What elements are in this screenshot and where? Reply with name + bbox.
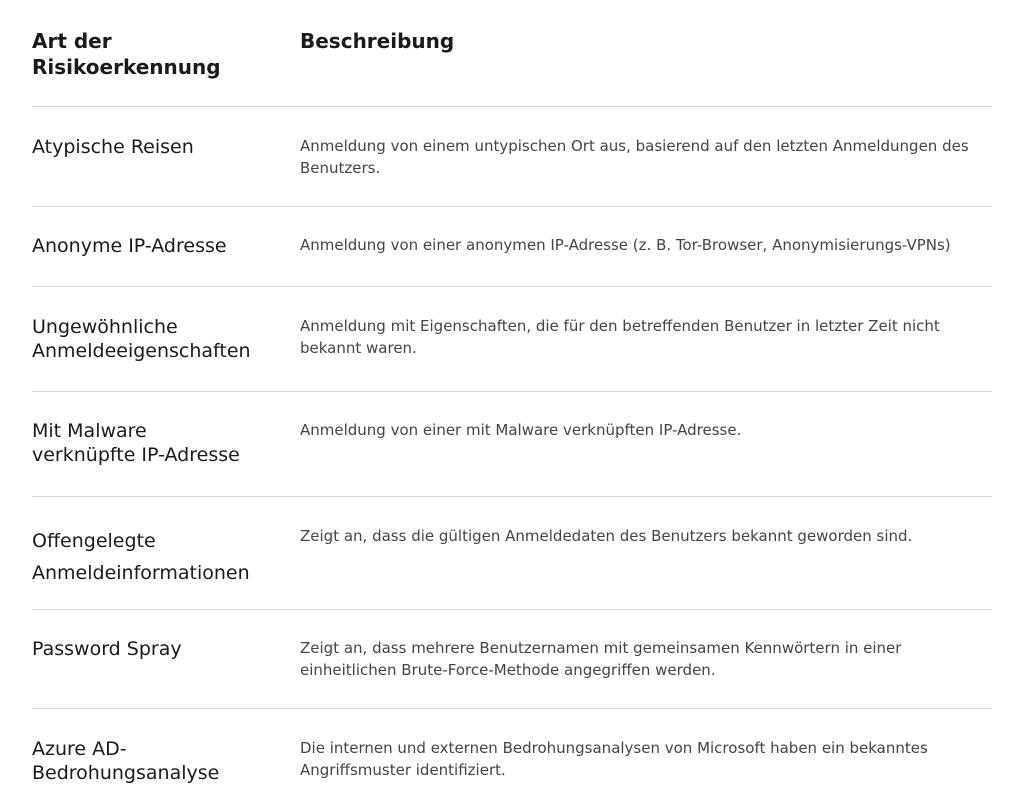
table-header-row xyxy=(32,0,992,107)
risk-type xyxy=(32,709,300,811)
risk-description: Zeigt an, dass mehrere Benutzernamen mit gemeinsamen Kennwörtern in einer einheitlichen Brute-Force-Methode angegriffen werden. xyxy=(300,639,902,679)
risk-description: Anmeldung von einer mit Malware verknüpften IP-Adresse. xyxy=(300,421,742,439)
risk-type: Atypische Reisen xyxy=(32,136,194,158)
table-row xyxy=(32,497,992,610)
risk-type-label: Offengelegte Anmeldeinformationen xyxy=(32,530,250,584)
risk-type-label: Azure AD-Bedrohungsanalyse xyxy=(32,738,220,784)
risk-type: Anonyme IP-Adresse xyxy=(32,235,227,257)
table-row xyxy=(32,207,992,287)
risk-type xyxy=(32,392,300,496)
table-row xyxy=(32,610,992,709)
risk-type-label: Ungewöhnliche Anmeldeeigenschaften xyxy=(32,316,251,362)
header-type xyxy=(32,0,300,106)
risk-type-label: Mit Malware verknüpfte IP-Adresse xyxy=(32,420,240,466)
table-row xyxy=(32,287,992,392)
risk-description: Die internen und externen Bedrohungsanalysen von Microsoft haben ein bekanntes Angriffsmuster identifiziert. xyxy=(300,739,928,779)
risk-description: Anmeldung mit Eigenschaften, die für den betreffenden Benutzer in letzter Zeit nicht bekannt waren. xyxy=(300,317,940,357)
table-row xyxy=(32,392,992,497)
risk-type xyxy=(32,497,300,609)
table-row xyxy=(32,709,992,811)
risk-description: Zeigt an, dass die gültigen Anmeldedaten des Benutzers bekannt geworden sind. xyxy=(300,527,913,545)
risk-detection-table xyxy=(32,0,992,811)
risk-description: Anmeldung von einem untypischen Ort aus, basierend auf den letzten Anmeldungen des Benutzers. xyxy=(300,137,969,177)
risk-type: Password Spray xyxy=(32,638,182,660)
header-description: Beschreibung xyxy=(300,29,455,53)
header-type-label: Art der Risikoerkennung xyxy=(32,29,221,79)
risk-description: Anmeldung von einer anonymen IP-Adresse (z. B. Tor-Browser, Anonymisierungs-VPNs) xyxy=(300,236,951,254)
risk-type xyxy=(32,287,300,391)
table-row xyxy=(32,107,992,207)
